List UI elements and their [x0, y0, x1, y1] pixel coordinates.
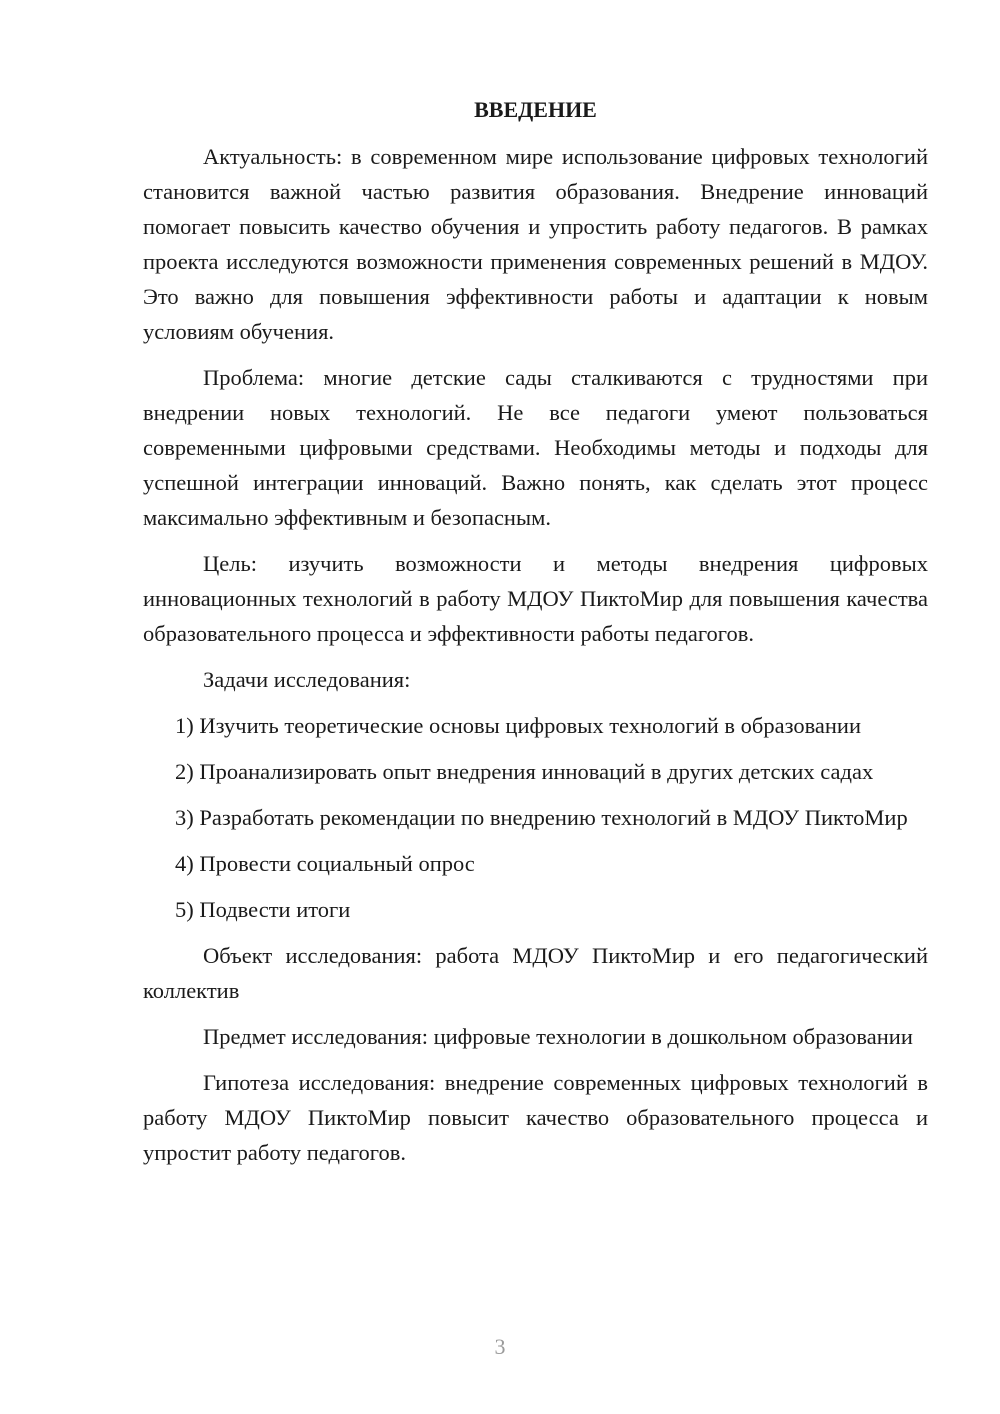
goal-paragraph: Цель: изучить возможности и методы внедрения цифровых инновационных технологий в работу МДОУ ПиктоМир для повышения качества образовательного процесса и эффективности работы педагогов. — [143, 551, 928, 646]
task-item-4: 4) Провести социальный опрос — [175, 851, 475, 876]
task-item-5: 5) Подвести итоги — [175, 897, 351, 922]
subject-paragraph: Предмет исследования: цифровые технологии в дошкольном образовании — [203, 1024, 913, 1049]
problem-paragraph: Проблема: многие детские сады сталкиваются с трудностями при внедрении новых технологий. Не все педагоги умеют пользоваться современными цифровыми средствами. Необходимы методы и подходы для успешной интеграции инноваций. Важно понять, как сделать этот процесс максимально эффективным и безопасным. — [143, 365, 928, 530]
object-paragraph: Объект исследования: работа МДОУ ПиктоМир и его педагогический коллектив — [143, 943, 928, 1003]
page-content — [143, 94, 928, 1181]
page-title: ВВЕДЕНИЕ — [474, 97, 597, 122]
relevance-paragraph: Актуальность: в современном мире использование цифровых технологий становится важной частью развития образования. Внедрение инноваций помогает повысить качество обучения и упростить работу педагогов. В рамках проекта исследуются возможности применения современных решений в МДОУ. Это важно для повышения эффективности работы и адаптации к новым условиям обучения. — [143, 144, 928, 344]
task-item-2: 2) Проанализировать опыт внедрения инноваций в других детских садах — [175, 759, 874, 784]
tasks-heading: Задачи исследования: — [203, 667, 411, 692]
task-item-3: 3) Разработать рекомендации по внедрению технологий в МДОУ ПиктоМир — [175, 805, 908, 830]
task-item-1: 1) Изучить теоретические основы цифровых технологий в образовании — [175, 713, 862, 738]
page-number: 3 — [494, 1334, 506, 1359]
hypothesis-paragraph: Гипотеза исследования: внедрение современных цифровых технологий в работу МДОУ ПиктоМир повысит качество образовательного процесса и упростит работу педагогов. — [143, 1070, 928, 1165]
